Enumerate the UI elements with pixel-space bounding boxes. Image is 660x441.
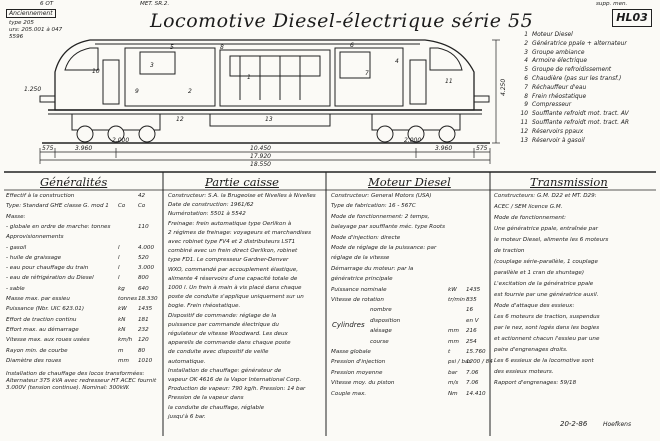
moteur-label: Puissance nominale (331, 286, 387, 293)
generalites-label: - globale en ordre de marche: tonnes (6, 223, 111, 230)
legend-number: 4 (524, 58, 528, 65)
moteur-unit: t (448, 349, 451, 355)
generalites-unit: kg (118, 285, 125, 292)
dim-center-pivots: 10.450 (250, 145, 271, 152)
moteur-label: Couple max. (331, 390, 367, 397)
legend-text: Moteur Diesel (532, 32, 573, 38)
partie-caisse-line: puissance par commande électrique du (168, 321, 279, 328)
moteur-label: réglage de la vitesse (331, 255, 390, 262)
legend-text: Réchauffeur d'eau (532, 84, 587, 91)
transmission-title: Transmission (530, 175, 608, 189)
legend-number: 8 (524, 93, 528, 100)
dim-over-body: 17.920 (250, 153, 271, 160)
transmission-line: Les 6 essieux de la locomotive sont (494, 358, 594, 364)
moteur-unit: bar (448, 369, 458, 376)
drawing-label-6: 6 (350, 42, 354, 49)
moteur-unit: kW (448, 286, 457, 293)
generalites-label: - gasoil (6, 244, 27, 251)
legend-text: Frein rhéostatique (532, 93, 587, 100)
transmission-line: Les 6 moteurs de traction, suspendus (494, 314, 600, 320)
generalites-unit: l (118, 275, 120, 282)
drawing-label-4: 4 (395, 58, 399, 65)
top-left-note: 6 OT (40, 1, 54, 7)
moteur-label: nombre (370, 307, 392, 314)
moteur-label: Mode d'injection: directe (331, 234, 401, 241)
old-number: 5596 (9, 34, 24, 40)
legend-number: 13 (520, 137, 528, 144)
partie-caisse-line: Freinage: frein automatique type Oerlikon à (168, 220, 292, 227)
cylinders-label: Cylindres (332, 321, 365, 329)
generalites-label: Effort max. au démarrage (6, 326, 79, 333)
legend-number: 10 (520, 111, 528, 118)
generalites-label: - eau de réfrigération du Diesel (6, 275, 94, 282)
transmission-line: Constructeurs: G.M. D22 et MT. D29: (494, 193, 597, 199)
generalites-label: Masse: (6, 213, 26, 220)
legend-number: 3 (524, 49, 528, 56)
partie-caisse-line: vapeur OK 4616 de la Vapor International Corp. (168, 377, 302, 383)
moteur-unit: mm (448, 338, 459, 345)
legend-text: Réservoirs ppaux (532, 128, 584, 135)
moteur-value: 1435 (466, 286, 481, 293)
legend-number: 2 (524, 40, 528, 47)
footer-date: 20-2-86 (560, 420, 588, 428)
generalites-value: 3.000 (138, 265, 155, 272)
partie-caisse-line: alimente 4 réservoirs d'une capacité totale de (168, 275, 298, 282)
dim-left-half: 3.960 (75, 145, 93, 152)
moteur-unit: psi / bar (448, 359, 471, 366)
transmission-line: est fournie par une génératrice auxil. (494, 292, 599, 298)
drawing-label-12: 12 (176, 116, 184, 123)
generalites-value: 800 (138, 275, 149, 282)
old-series: urs: 205.001 à 047 (9, 27, 63, 33)
legend-number: 12 (520, 128, 528, 135)
legend-text: Réservoir à gasoil (532, 137, 585, 144)
generalites-label: Masse max. par essieu (6, 296, 70, 302)
partie-caisse-line: type FD1. Le compresseur Gardner-Denver (168, 257, 289, 264)
partie-caisse-line: avec robinet type FV4 et 2 distributeurs LST1 (168, 239, 296, 245)
generalites-unit: l (118, 244, 120, 251)
moteur-label: Vitesse de rotation (331, 297, 384, 303)
generalites-label: Puissance (Nbr. UIC 623.01) (6, 306, 85, 313)
drawing-label-11: 11 (445, 78, 453, 85)
legend-text: Groupe de refroidissement (532, 67, 612, 74)
generalites-value: 110 (138, 223, 149, 230)
generalites-unit: tonnes (118, 296, 138, 302)
moteur-label: Mode de fonctionnement: 2 temps, (331, 213, 430, 220)
partie-caisse-line: poste de conduite s'applique uniquement sur un (168, 294, 304, 301)
generalites-unit: l (118, 254, 120, 261)
footer-signature: Hoefkens (603, 421, 632, 428)
moteur-value: 7.06 (466, 369, 479, 376)
transmission-line: parallèle et 1 cran de shuntage) (494, 270, 585, 276)
dim-right-overhang: 575 (476, 145, 488, 152)
generalites-label: Effectif à la construction (6, 193, 75, 199)
dim-left-overhang: 575 (42, 145, 54, 152)
generalites-label: Type: Standard GHE classe G. mod 1 (6, 203, 109, 210)
generalites-value: 640 (138, 285, 149, 292)
partie-caisse-line: Date de construction: 1961/62 (168, 202, 254, 209)
moteur-value: 15.760 (466, 349, 486, 355)
transmission-line: Mode de fonctionnement: (494, 215, 567, 221)
transmission-line: par le nez, sont logés dans les bogies (494, 325, 600, 331)
dim-bogie-right: 2.000 (404, 137, 422, 144)
drawing-label-2: 2 (188, 88, 192, 95)
generalites-unit: Co (118, 203, 126, 210)
dim-right-half: 3.960 (435, 145, 453, 152)
legend-number: 6 (524, 76, 528, 82)
moteur-label: alésage (370, 328, 392, 335)
moteur-value: 254 (466, 338, 477, 345)
generalites-value: 42 (138, 193, 146, 199)
moteur-label: Pression moyenne (331, 369, 383, 376)
generalites-label: Approvisionnements (6, 234, 64, 241)
partie-caisse-line: bogie. Frein rhéostatique. (168, 303, 241, 310)
transmission-line: le moteur Diesel, alimente les 6 moteurs (494, 237, 609, 243)
moteur-title: Moteur Diesel (368, 175, 451, 189)
transmission-line: L'excitation de la génératrice ppale (494, 281, 594, 287)
legend-number: 11 (520, 120, 528, 126)
transmission-line: ACEC / SEM licence G.M. (494, 204, 563, 210)
dim-side-height: 1.250 (24, 86, 42, 93)
moteur-value: en V (466, 317, 479, 324)
partie-caisse-line: Numérotation: 5501 à 5542 (168, 211, 246, 218)
generalites-value: 4.000 (138, 244, 155, 251)
generalites-unit: kW (118, 306, 127, 313)
generalites-value: 1435 (138, 306, 153, 313)
generalites-unit: l (118, 265, 120, 272)
partie-caisse-line: automatique. (168, 358, 206, 365)
partie-caisse-line: appareils de commande dans chaque poste (168, 340, 291, 347)
partie-caisse-line: 2 régimes de freinage: voyageurs et marchandises (168, 229, 311, 236)
moteur-value: 1200 / 84 (466, 359, 493, 366)
top-mid-note: MET. SR.2. (140, 1, 170, 7)
partie-caisse-line: Constructeur: S.A. la Brugeoise et Nivelles à Nivelles (168, 193, 316, 199)
moteur-value: 7.06 (466, 380, 479, 387)
generalites-label: Diamètre des roues (6, 357, 62, 364)
partie-caisse-line: jusqu'à 6 bar. (168, 413, 206, 420)
partie-caisse-line: WXO, commandé par accouplement élastique, (168, 266, 298, 273)
moteur-label: Type de fabrication: 16 - 567C (331, 203, 416, 210)
drawing-label-8: 8 (220, 44, 224, 51)
legend-text: Armoire électrique (532, 58, 587, 65)
generalites-label: Vitesse max. aux roues usées (6, 337, 90, 344)
moteur-label: course (370, 338, 389, 345)
old-type: type 205 (9, 20, 34, 26)
generalites-value: 80 (138, 347, 146, 354)
generalites-label: Rayon min. de courbe (6, 347, 68, 354)
moteur-value: 14.410 (466, 390, 486, 397)
generalites-value: 520 (138, 254, 149, 261)
drawing-label-1: 1 (247, 74, 251, 81)
generalites-title: Généralités (40, 175, 108, 189)
generalites-unit: km/h (118, 337, 133, 344)
generalites-unit: mm (118, 357, 129, 364)
transmission-line: Mode d'attaque des essieux: (494, 303, 575, 309)
generalites-unit: kN (118, 326, 126, 333)
moteur-label: Masse globale (331, 349, 371, 355)
moteur-unit: mm (448, 328, 459, 335)
generalites-value: 18.330 (138, 296, 158, 302)
drawing-label-13: 13 (265, 116, 273, 123)
generalites-value: 1010 (138, 357, 153, 364)
generalites-unit: kN (118, 316, 126, 323)
transmission-line: des essieux moteurs. (494, 369, 554, 375)
moteur-value: 216 (466, 328, 477, 335)
generalites-label: - huile de graissage (6, 254, 62, 261)
partie-caisse-line: de conduite avec dispositif de veille (168, 349, 269, 356)
top-right-note: supp. men. (596, 1, 628, 7)
transmission-line: Une génératrice ppale, entraînée par (494, 226, 598, 232)
moteur-unit: tr/min (448, 297, 465, 303)
drawing-label-5: 5 (170, 44, 174, 51)
legend-number: 7 (524, 84, 528, 91)
generalites-label: - eau pour chauffage du train (6, 265, 89, 272)
legend-number: 9 (524, 102, 528, 109)
drawing-label-3: 3 (150, 62, 154, 69)
moteur-value: 835 (466, 297, 477, 303)
partie-caisse-line: Production de vapeur: 790 kg/h. Pression: 14 bar (168, 386, 306, 393)
generalites-unit: m (118, 347, 124, 354)
transmission-line: de traction (494, 248, 525, 254)
generalites-label: Effort de traction continu (6, 316, 77, 323)
generalites-value: 120 (138, 337, 149, 344)
dim-bogie-left: 2.000 (112, 137, 130, 144)
moteur-label: disposition (370, 317, 401, 324)
moteur-unit: m/s (448, 380, 459, 387)
transmission-line: (couplage série-parallèle, 1 couplage (494, 259, 598, 265)
legend-text: Compresseur (532, 102, 572, 109)
document-reference: HL03 (612, 9, 652, 27)
partie-caisse-line: 1000 l. Un frein à main à vis placé dans chaque (168, 285, 302, 291)
partie-caisse-line: combiné avec un frein direct Oerlikon, robinet (168, 248, 298, 255)
dim-height: 4.250 (500, 78, 507, 96)
transmission-line: et actionnent chacun l'essieu par une (494, 336, 600, 342)
moteur-label: génératrice principale (331, 276, 393, 283)
generalites-label: - sable (6, 285, 25, 292)
moteur-label: Constructeur: General Motors (USA) (331, 193, 432, 199)
partie-caisse-title: Partie caisse (205, 175, 279, 189)
legend-text: Soufflante refroidt mot. tract. AR (532, 120, 629, 126)
legend-text: Chaudière (pas sur les transf.) (532, 76, 622, 82)
moteur-label: Vitesse moy. du piston (331, 380, 395, 387)
moteur-unit: Nm (448, 390, 458, 397)
legend-number: 5 (524, 67, 528, 74)
partie-caisse-line: Pression de la vapeur dans (168, 395, 244, 402)
drawing-label-9: 9 (135, 88, 139, 95)
dim-over-buffers: 18.550 (250, 161, 271, 168)
partie-caisse-line: régulateur de vitesse Woodward. Les deux (168, 331, 288, 337)
moteur-label: Pression d'injection (331, 359, 386, 366)
partie-caisse-line: Dispositif de commande: réglage de la (168, 312, 277, 319)
transmission-line: Rapport d'engrenages: 59/18 (494, 380, 577, 386)
generalites-value: 181 (138, 316, 149, 323)
drawing-label-10: 10 (92, 68, 100, 75)
moteur-label: Mode de réglage de la puissance: par (331, 245, 437, 251)
transmission-line: paire d'engrenages droits. (494, 347, 568, 353)
drawing-label-7: 7 (365, 70, 369, 77)
generalites-footer: Installation de chauffage des locos transformées: Alternateur 375 kVA avec redresseur HT ACEC fournit 3.000V (tension continue). Nominal: 300kW. (6, 371, 157, 391)
generalites-value: Co (138, 203, 146, 210)
moteur-label: Démarrage du moteur: par la (331, 265, 414, 272)
page-title: Locomotive Diesel-électrique série 55 (150, 10, 534, 32)
legend-text: Génératrice ppale + alternateur (532, 40, 627, 47)
old-type-stamp: Anciennement (6, 9, 56, 18)
moteur-label: balayage par soufflante méc. type Roots (331, 224, 446, 231)
legend-text: Soufflante refroidt mot. tract. AV (532, 111, 629, 118)
generalites-value: 232 (138, 326, 149, 333)
moteur-value: 16 (466, 307, 474, 314)
partie-caisse-line: Installation de chauffage: générateur de (168, 367, 282, 374)
partie-caisse-line: la conduite de chauffage, réglable (168, 404, 265, 411)
legend-text: Groupe ambiance (532, 49, 585, 56)
legend-number: 1 (524, 32, 528, 38)
